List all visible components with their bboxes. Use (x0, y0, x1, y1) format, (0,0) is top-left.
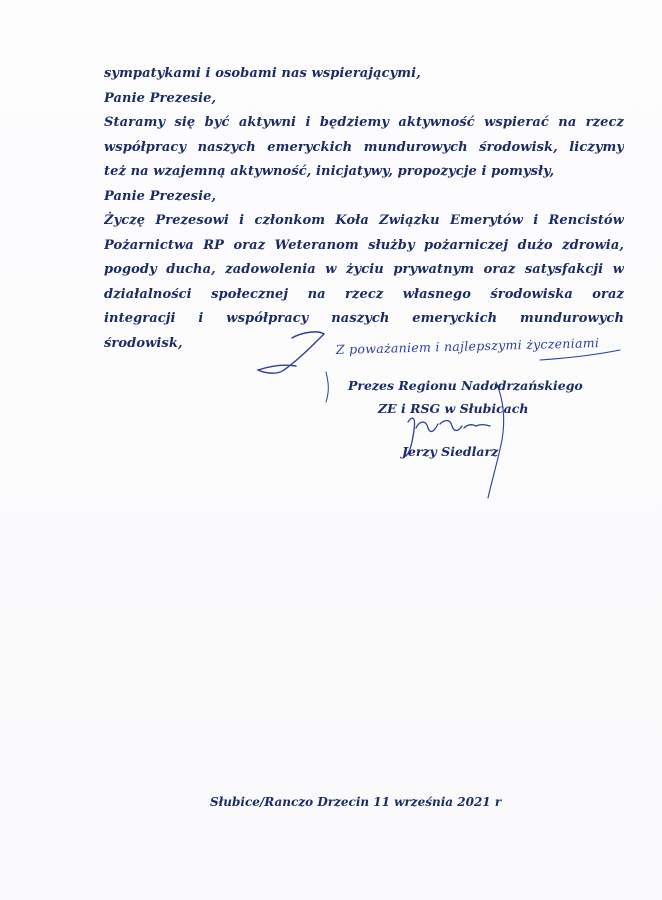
place-and-date: Słubice/Ranczo Drzecin 11 września 2021 r (210, 795, 502, 809)
signature-tail (488, 382, 504, 498)
letter-line-11: integracji i współpracy naszych emeryckich mundurowych (104, 311, 624, 326)
letter-line-4: współpracy naszych emeryckich mundurowych środowisk, liczymy (104, 139, 624, 155)
greeting-flourish (540, 350, 620, 360)
letter-body (104, 62, 624, 356)
letter-line-2: Panie Prezesie, (104, 90, 217, 106)
letter-line-10: działalności społecznej na rzecz własnego środowiska oraz (104, 286, 624, 302)
handwritten-greeting: Z poważaniem i najlepszymi życzeniami (335, 335, 600, 357)
signature-title-line2: ZE i RSG w Słubicach (378, 401, 529, 416)
letter-line-9: pogody ducha, zadowolenia w życiu prywatnym oraz satysfakcji w (104, 262, 624, 277)
letter-line-1: sympatykami i osobami nas wspierającymi, (104, 66, 421, 81)
letter-line-5: też na wzajemną aktywność, inicjatywy, propozycje i pomysły, (104, 164, 555, 179)
signature-curl (326, 372, 328, 402)
letter-line-8: Pożarnictwa RP oraz Weteranom służby pożarniczej dużo zdrowia, (104, 237, 624, 253)
signature-title-line1: Prezes Regionu Nadodrzańskiego (348, 378, 583, 393)
signatory-name: Jerzy Siedlarz (402, 444, 499, 459)
handwritten-z-stroke (258, 332, 324, 373)
letter-line-3: Staramy się być aktywni i będziemy aktywność wspierać na rzecz (104, 115, 624, 130)
letter-line-7: Życzę Prezesowi i członkom Koła Związku Emerytów i Rencistów (104, 213, 624, 228)
letter-line-12: środowisk, (104, 335, 183, 351)
letter-line-6: Panie Prezesie, (104, 188, 217, 204)
